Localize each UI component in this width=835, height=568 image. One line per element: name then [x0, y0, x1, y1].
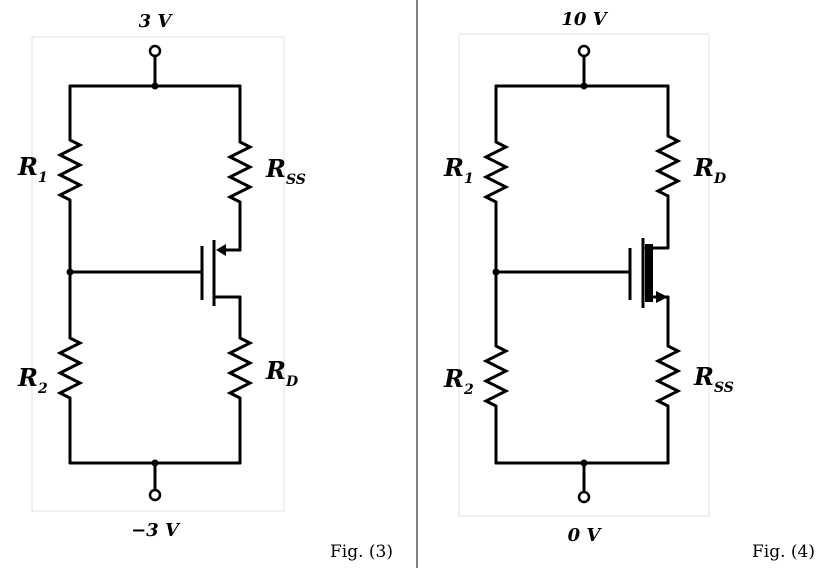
lower-right-resistor-label [693, 362, 734, 396]
r1-resistor-icon [486, 142, 506, 202]
figure-4 [443, 9, 815, 562]
lower-right-label-sub: D [285, 374, 299, 390]
r2-label-main: R [444, 364, 464, 393]
r2-resistor-icon [60, 338, 80, 398]
r1-label [443, 153, 474, 187]
r2-label-sub: 2 [37, 381, 48, 397]
r1-label-main: R [18, 152, 38, 181]
r1-label [17, 152, 48, 186]
lower-right-label-main: R [266, 356, 286, 385]
lower-right-resistor-icon [658, 346, 678, 406]
top-voltage-label: 3 V [138, 11, 172, 32]
r1-resistor-icon [60, 140, 80, 200]
r2-label [17, 363, 48, 397]
bottom-terminal-icon [150, 490, 160, 500]
r2-label [443, 364, 474, 398]
figure-4-caption: Fig. (4) [752, 542, 816, 562]
upper-right-resistor-icon [658, 136, 678, 196]
nmos-arrow-icon [656, 291, 668, 303]
bottom-terminal-icon [579, 492, 589, 502]
r1-label-main: R [444, 153, 464, 182]
upper-right-resistor-icon [230, 142, 250, 202]
depletion-channel-bar [645, 244, 653, 302]
pmos-arrow-icon [216, 244, 226, 256]
upper-right-resistor-label [265, 154, 306, 188]
upper-right-label-sub: D [713, 171, 727, 187]
upper-right-label-sub: SS [285, 172, 306, 188]
bottom-voltage-label: −3 V [131, 520, 179, 541]
upper-right-label-main: R [694, 153, 714, 182]
lower-right-resistor-icon [230, 338, 250, 398]
top-voltage-label: 10 V [561, 9, 607, 30]
lower-right-label-sub: SS [713, 380, 734, 396]
r1-label-sub: 1 [463, 171, 474, 187]
upper-right-label-main: R [266, 154, 286, 183]
bottom-voltage-label: 0 V [567, 525, 601, 546]
r1-label-sub: 1 [37, 170, 48, 186]
lower-right-label-main: R [694, 362, 714, 391]
figure-3 [17, 11, 393, 562]
r2-label-main: R [18, 363, 38, 392]
figure-3-caption: Fig. (3) [330, 542, 394, 562]
r2-label-sub: 2 [463, 382, 474, 398]
upper-right-resistor-label [693, 153, 727, 187]
lower-right-resistor-label [265, 356, 299, 390]
r2-resistor-icon [486, 346, 506, 406]
